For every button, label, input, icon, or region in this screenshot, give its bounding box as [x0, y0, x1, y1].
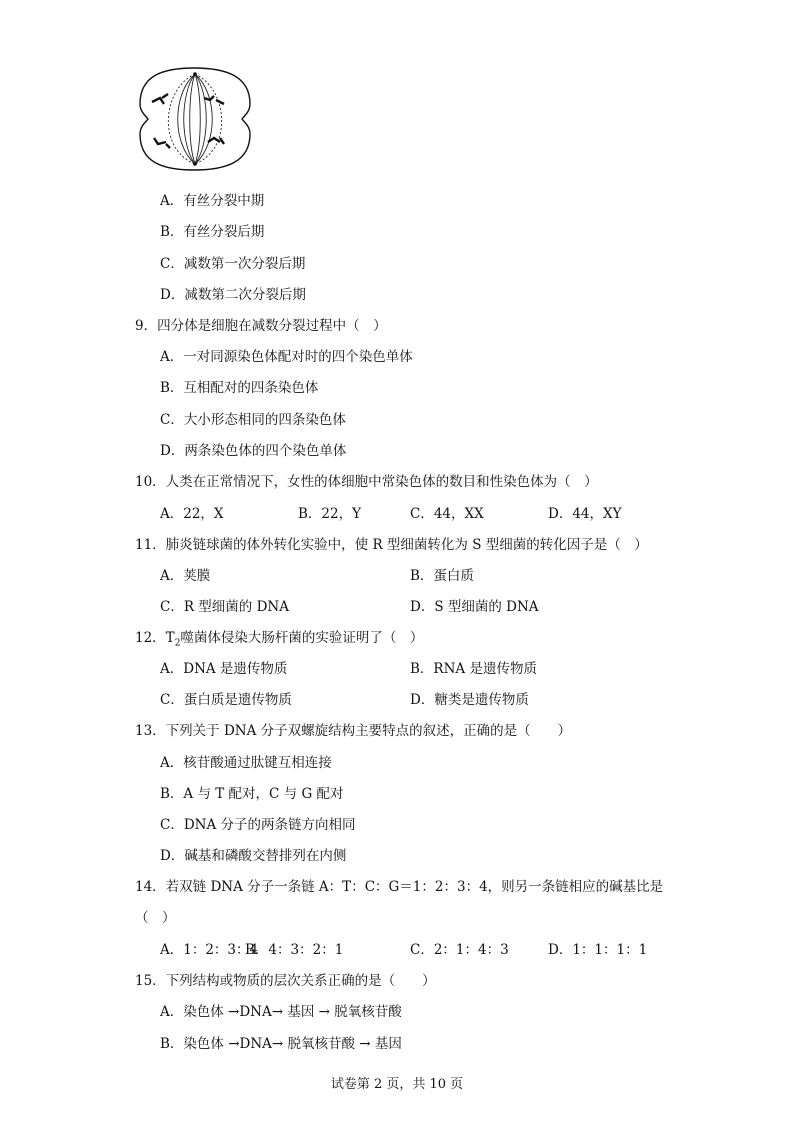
q13-option-a: A．核苷酸通过肽键互相连接: [160, 755, 332, 771]
q9-option-c: C．大小形态相同的四条染色体: [160, 412, 346, 428]
q14-option-c: C．2：1：4：3: [410, 942, 509, 958]
q12-stem-prefix: 12．T: [135, 630, 175, 646]
q15-option-a: A．染色体 →DNA→ 基因 → 脱氧核苷酸: [160, 1004, 402, 1020]
q13-option-b: B．A 与 T 配对，C 与 G 配对: [160, 786, 344, 802]
q9-option-d: D．两条染色体的四个染色单体: [160, 443, 347, 459]
q10-stem: 10．人类在正常情况下，女性的体细胞中常染色体的数目和性染色体为（ ）: [135, 474, 598, 490]
chromosomes-top: [152, 94, 224, 104]
q12-stem-rest: 噬菌体侵染大肠杆菌的实验证明了（ ）: [180, 630, 424, 646]
q14-option-d: D．1：1：1：1: [548, 942, 648, 958]
cell-division-figure: [132, 64, 258, 174]
chromosomes-bottom: [154, 138, 224, 148]
page-footer: 试卷第 2 页，共 10 页: [330, 1077, 464, 1092]
q11-stem: 11．肺炎链球菌的体外转化实验中，使 R 型细菌转化为 S 型细菌的转化因子是（ ）: [135, 537, 648, 553]
q11-option-d: D．S 型细菌的 DNA: [410, 599, 539, 615]
q10-option-a: A．22，X: [160, 506, 224, 522]
q11-option-b: B．蛋白质: [410, 568, 474, 584]
q9-option-b: B．互相配对的四条染色体: [160, 380, 319, 396]
q12-option-c: C．蛋白质是遗传物质: [160, 692, 292, 708]
q14-stem: 14．若双链 DNA 分子一条链 A：T：C：G＝1：2：3：4，则另一条链相应的碱基比是: [135, 879, 664, 895]
q8-option-c: C．减数第一次分裂后期: [160, 256, 306, 272]
q9-stem: 9．四分体是细胞在减数分裂过程中（ ）: [135, 318, 387, 334]
q11-option-a: A．荚膜: [160, 568, 211, 584]
q10-option-c: C．44，XX: [410, 506, 484, 522]
spindle-fibers: [168, 74, 221, 164]
q15-option-b: B．染色体 →DNA→ 脱氧核苷酸 → 基因: [160, 1036, 402, 1052]
q11-option-c: C．R 型细菌的 DNA: [160, 599, 289, 615]
q14-option-b: B．4：3：2：1: [245, 942, 344, 958]
q9-option-a: A．一对同源染色体配对时的四个染色单体: [160, 349, 413, 365]
q13-stem: 13．下列关于 DNA 分子双螺旋结构主要特点的叙述，正确的是（ ）: [135, 723, 572, 739]
q12-option-b: B．RNA 是遗传物质: [410, 661, 537, 677]
q12-stem: [135, 629, 423, 653]
q12-option-a: A．DNA 是遗传物质: [160, 661, 288, 677]
q8-option-b: B．有丝分裂后期: [160, 224, 265, 240]
q14-stem-continued: （ ）: [135, 910, 176, 926]
q14-option-a: A．1：2：3：4: [160, 942, 259, 958]
q8-option-d: D．减数第二次分裂后期: [160, 287, 306, 303]
q13-option-c: C．DNA 分子的两条链方向相同: [160, 817, 356, 833]
q15-stem: 15．下列结构或物质的层次关系正确的是（ ）: [135, 973, 436, 989]
q10-option-d: D．44，XY: [548, 506, 622, 522]
cell-membrane: [140, 68, 250, 170]
q12-stem-subscript: 2: [174, 638, 181, 649]
q10-option-b: B．22，Y: [298, 506, 362, 522]
q13-option-d: D．碱基和磷酸交替排列在内侧: [160, 848, 347, 864]
q12-option-d: D．糖类是遗传物质: [410, 692, 529, 708]
q8-option-a: A．有丝分裂中期: [160, 193, 265, 209]
